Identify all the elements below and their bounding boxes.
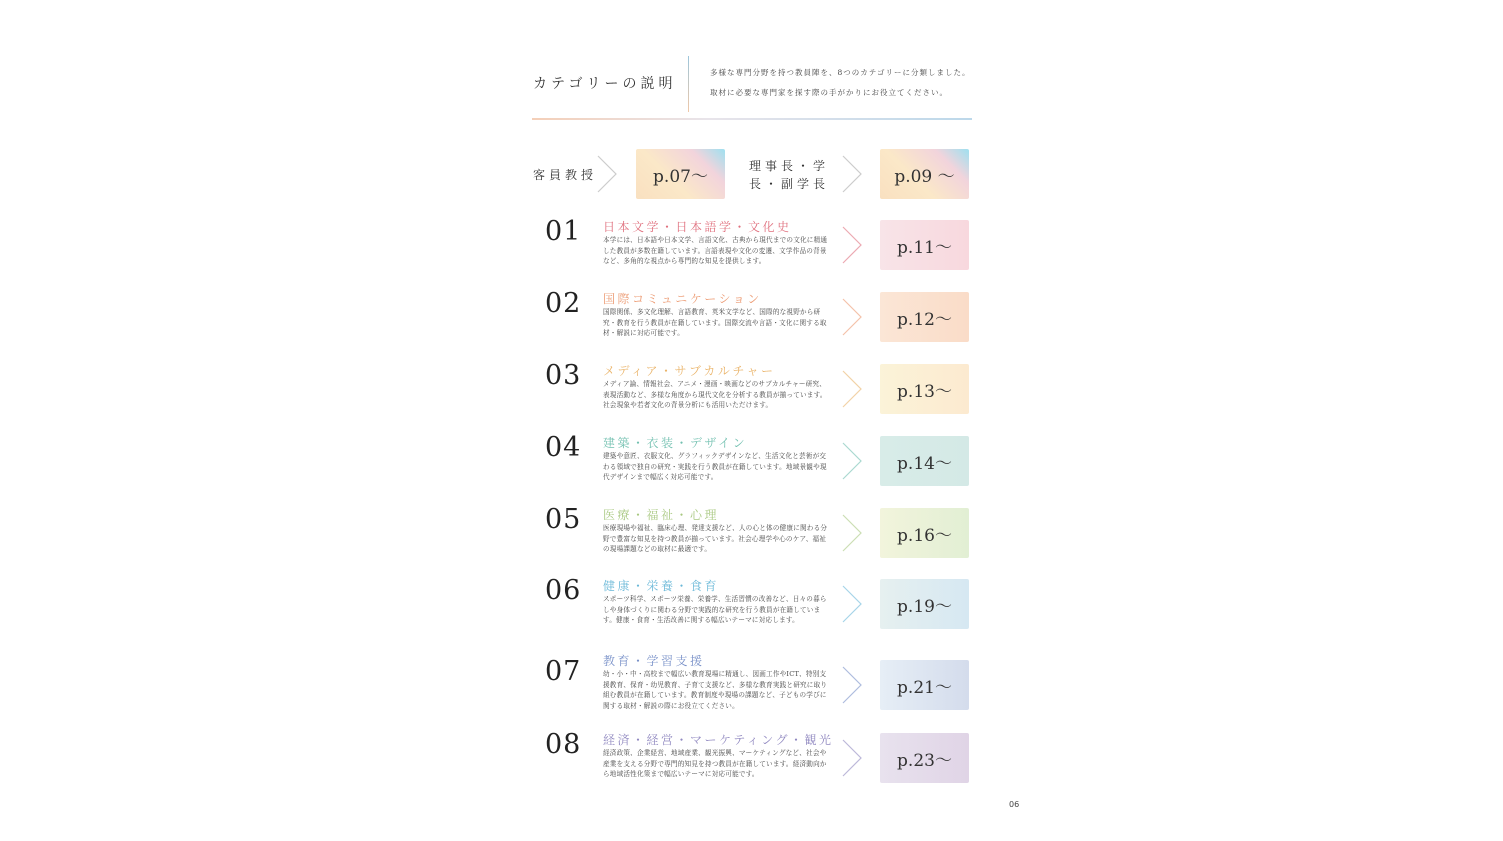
divider-vertical [688, 56, 689, 112]
page-number: 06 [1009, 800, 1020, 809]
category-number: 05 [545, 504, 582, 535]
page-title: カテゴリーの説明 [533, 76, 677, 92]
chevron-right-icon [841, 739, 863, 777]
category-title: 健康・栄養・食育 [603, 579, 720, 593]
category-page-link[interactable]: p.19〜 [880, 579, 969, 629]
category-title: 教育・学習支援 [603, 654, 705, 668]
category-description: メディア論、情報社会、アニメ・漫画・映画などのサブカルチャー研究、表現活動など、多様な角度から現代文化を分析する教員が揃っています。社会現象や若者文化の背景分析にも活用いただけます。 [603, 380, 827, 410]
category-description: 医療現場や福祉、臨床心理、発達支援など、人の心と体の健康に関わる分野で豊富な知見を持つ教員が揃っています。社会心理学や心のケア、福祉の現場課題などの取材に最適です。 [603, 524, 828, 554]
category-title: メディア・サブカルチャー [603, 364, 776, 378]
category-number: 03 [545, 360, 582, 391]
chevron-right-icon [841, 370, 863, 408]
page-link-executives[interactable]: p.09 〜 [880, 149, 969, 199]
chevron-right-icon [841, 514, 863, 552]
category-title: 経済・経営・マーケティング・観光 [603, 733, 834, 747]
chevron-right-icon [841, 155, 863, 193]
category-title: 国際コミュニケーション [603, 292, 762, 306]
category-description: スポーツ科学、スポーツ栄養、栄養学、生活習慣の改善など、日々の暮らしや身体づくりに関わる分野で実践的な研究を行う教員が在籍しています。健康・食育・生活改善に関する幅広いテーマに対応します。 [603, 595, 827, 625]
category-description: 幼・小・中・高校まで幅広い教育現場に精通し、図画工作やICT、特別支援教育、保育・幼児教育、子育て支援など、多様な教育実践と研究に取り組む教員が在籍しています。教育制度や現場の課題など、子どもの学びに関する取材・解説の際にお役立てください。 [603, 670, 828, 710]
category-page-link[interactable]: p.11〜 [880, 220, 969, 270]
category-title: 建築・衣装・デザイン [603, 436, 748, 450]
category-title: 日本文学・日本語学・文化史 [603, 220, 792, 234]
chevron-right-icon [596, 155, 618, 193]
chevron-right-icon [841, 666, 863, 704]
category-number: 02 [545, 288, 582, 319]
category-description: 経済政策、企業経営、地域産業、観光振興、マーケティングなど、社会や産業を支える分野で専門的知見を持つ教員が在籍しています。経済動向から地域活性化策まで幅広いテーマに対応可能です。 [603, 749, 827, 779]
chevron-right-icon [841, 226, 863, 264]
chevron-right-icon [841, 585, 863, 623]
intro-line-1: 多様な専門分野を持つ教員陣を、8つのカテゴリーに分類しました。 [710, 68, 971, 77]
category-page-link[interactable]: p.16〜 [880, 508, 969, 558]
page-link-guest[interactable]: p.07〜 [636, 149, 725, 199]
category-number: 08 [545, 729, 582, 760]
divider-horizontal [532, 118, 972, 120]
category-description: 国際関係、多文化理解、言語教育、英米文学など、国際的な視野から研究・教育を行う教員が在籍しています。国際交流や言語・文化に関する取材・解説に対応可能です。 [603, 308, 827, 338]
chevron-right-icon [841, 442, 863, 480]
category-description: 建築や意匠、衣服文化、グラフィックデザインなど、生活文化と芸術が交わる領域で独自の研究・実践を行う教員が在籍しています。地域景観や現代デザインまで幅広く対応可能です。 [603, 452, 827, 482]
category-number: 06 [545, 575, 582, 606]
category-number: 01 [545, 216, 582, 247]
category-number: 04 [545, 432, 582, 463]
category-description: 本学には、日本語や日本文学、言語文化、古典から現代までの文化に精通した教員が多数在籍しています。言語表現や文化の変遷、文学作品の背景など、多角的な視点から専門的な知見を提供します。 [603, 236, 828, 266]
page-sheet [455, 0, 1055, 841]
category-page-link[interactable]: p.14〜 [880, 436, 969, 486]
category-title: 医療・福祉・心理 [603, 508, 720, 522]
category-number: 07 [545, 656, 582, 687]
category-page-link[interactable]: p.21〜 [880, 660, 969, 710]
special-label-executives: 理事長・学長・副学長 [749, 159, 830, 191]
category-page-link[interactable]: p.12〜 [880, 292, 969, 342]
special-label-guest: 客員教授 [533, 168, 598, 182]
intro-line-2: 取材に必要な専門家を探す際の手がかりにお役立てください。 [710, 88, 948, 97]
category-page-link[interactable]: p.13〜 [880, 364, 969, 414]
category-page-link[interactable]: p.23〜 [880, 733, 969, 783]
chevron-right-icon [841, 298, 863, 336]
